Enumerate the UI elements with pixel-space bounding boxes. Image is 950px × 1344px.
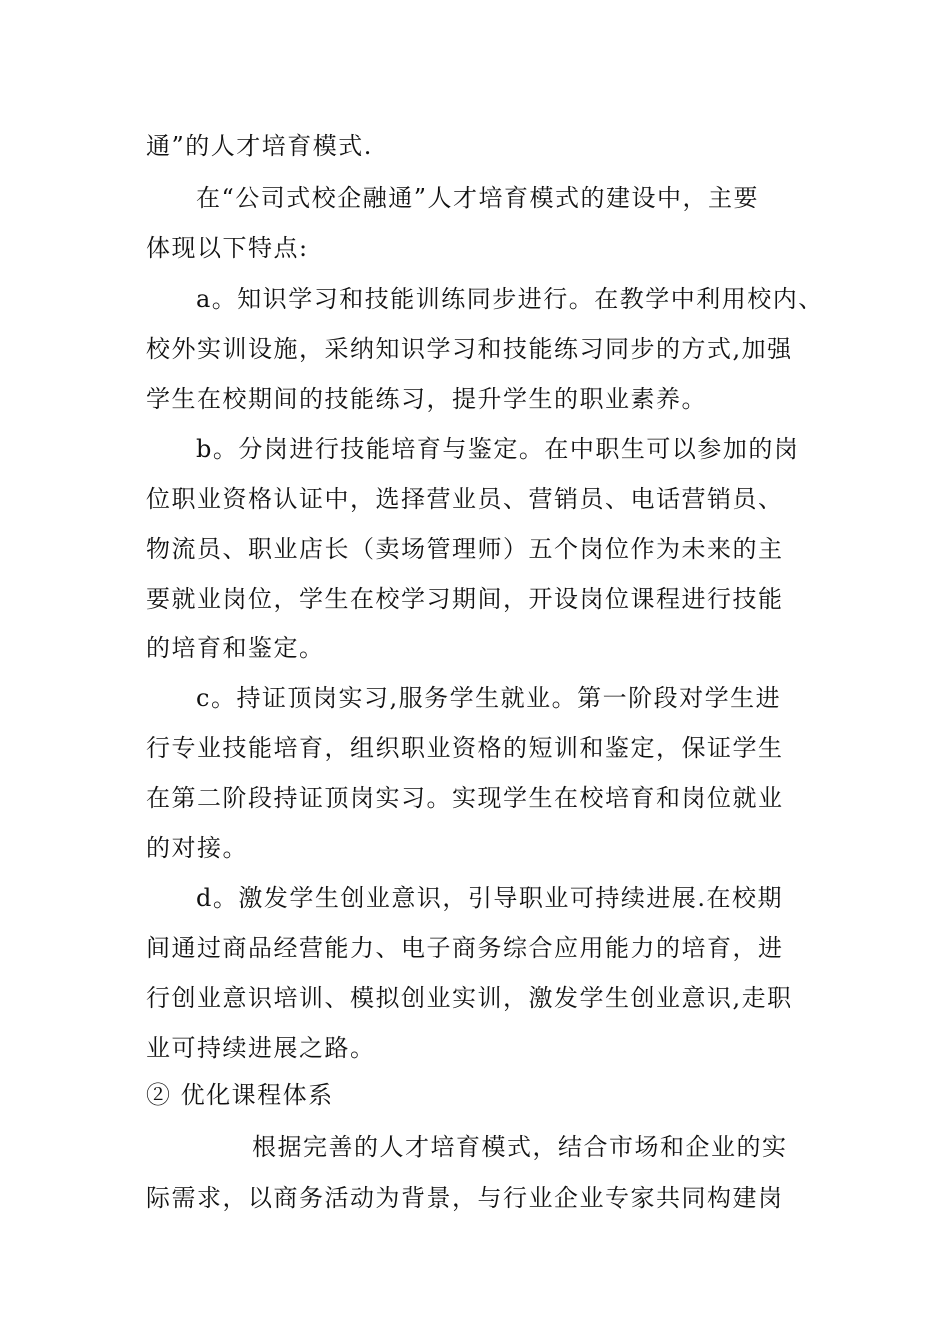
text-line: 校外实训设施，采纳知识学习和技能练习同步的方式,加强 (146, 335, 793, 363)
text-line: 要就业岗位，学生在校学习期间，开设岗位课程进行技能 (146, 585, 784, 613)
text-line: 间通过商品经营能力、电子商务综合应用能力的培育，进 (146, 934, 784, 962)
section-heading: ② 优化课程体系 (146, 1081, 334, 1109)
text-line: 物流员、职业店长（卖场管理师）五个岗位作为未来的主 (146, 535, 784, 563)
text-line: 学生在校期间的技能练习，提升学生的职业素养。 (146, 385, 707, 413)
text-line: c。持证顶岗实习,服务学生就业。第一阶段对学生进 (196, 684, 782, 712)
text-line: 通”的人才培育模式. (146, 132, 373, 160)
text-line: d。激发学生创业意识，引导职业可持续进展.在校期 (196, 884, 783, 912)
text-line: 体现以下特点: (146, 234, 309, 262)
text-line: 际需求，以商务活动为背景，与行业企业专家共同构建岗 (146, 1184, 784, 1212)
text-line: 行专业技能培育，组织职业资格的短训和鉴定，保证学生 (146, 734, 784, 762)
text-line: 的培育和鉴定。 (146, 634, 325, 662)
text-line: 的对接。 (146, 834, 248, 862)
text-line: 业可持续进展之路。 (146, 1034, 376, 1062)
text-line: a。知识学习和技能训练同步进行。在教学中利用校内、 (196, 285, 824, 313)
text-line: 行创业意识培训、模拟创业实训，激发学生创业意识,走职 (146, 984, 793, 1012)
text-line: 位职业资格认证中，选择营业员、营销员、电话营销员、 (146, 485, 784, 513)
text-line: 根据完善的人才培育模式，结合市场和企业的实 (252, 1133, 788, 1161)
text-line: 在“公司式校企融通”人才培育模式的建设中，主要 (196, 184, 760, 212)
text-line: 在第二阶段持证顶岗实习。实现学生在校培育和岗位就业 (146, 784, 784, 812)
text-line: b。分岗进行技能培育与鉴定。在中职生可以参加的岗 (196, 435, 800, 463)
